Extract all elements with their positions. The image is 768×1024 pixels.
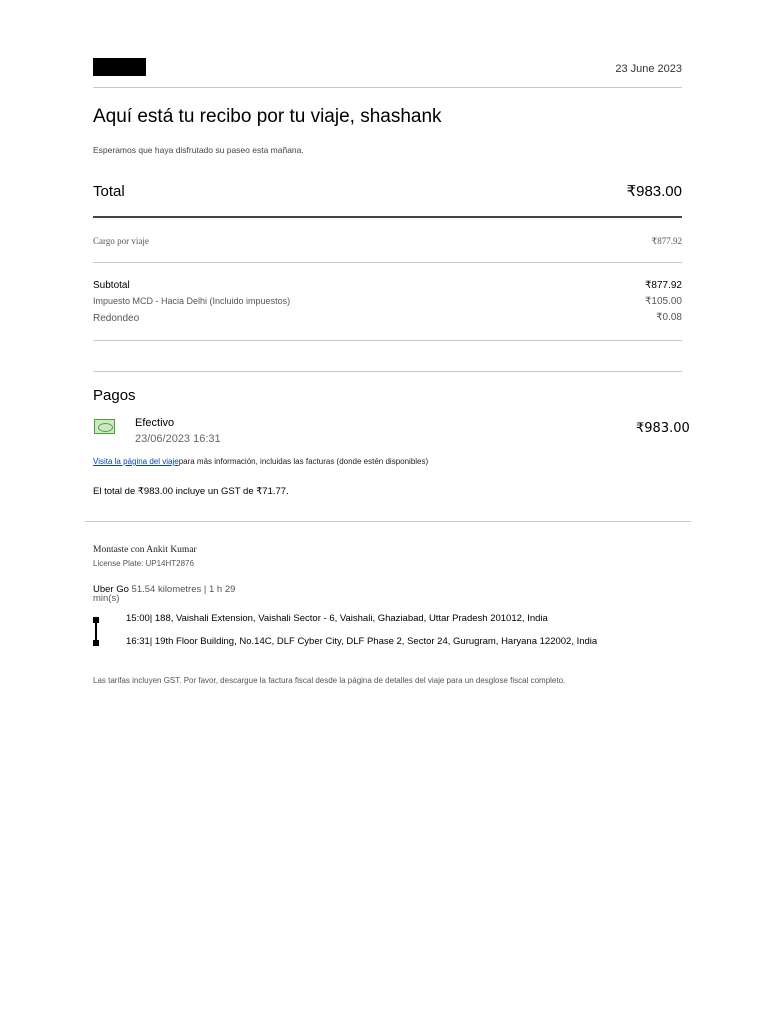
divider: [93, 87, 682, 88]
total-label: Total: [93, 183, 125, 200]
ride-summary: [93, 585, 253, 603]
ride-details: 51.54 kilometres | 1 h 29 min(s): [93, 584, 236, 604]
brand-logo: [93, 58, 146, 76]
divider: [93, 262, 682, 263]
fare-label: Cargo por viaje: [93, 236, 149, 246]
ride-product: Uber Go: [93, 584, 129, 595]
dropoff-address: 16:31| 19th Floor Building, No.14C, DLF Cyber City, DLF Phase 2, Sector 24, Gurugram, Haryana 122002, India: [126, 636, 598, 647]
route-line: [95, 621, 97, 642]
receipt-date: 23 June 2023: [615, 63, 682, 75]
payment-amount: ₹983.00: [636, 421, 690, 436]
fare-value: ₹877.92: [651, 236, 682, 246]
divider: [93, 371, 682, 372]
visit-trip-link[interactable]: Visita la página del viaje: [93, 457, 179, 466]
gst-note: El total de ₹983.00 incluye un GST de ₹71.77.: [93, 486, 289, 497]
subtitle: Esperamos que haya disfrutado su paseo esta mañana.: [93, 145, 304, 155]
divider: [93, 340, 682, 341]
subtotal-label: Subtotal: [93, 280, 130, 291]
driver-name: Montaste con Ankit Kumar: [93, 545, 197, 555]
payments-heading: Pagos: [93, 387, 136, 404]
license-plate: License Plate: UP14HT2876: [93, 559, 194, 568]
visit-trip-note: [93, 457, 428, 466]
payment-method: Efectivo: [135, 417, 175, 429]
dropoff-marker-icon: [93, 640, 99, 646]
pickup-address: 15:00| 188, Vaishali Extension, Vaishali Sector - 6, Vaishali, Ghaziabad, Uttar Pradesh 201012, India: [126, 613, 548, 624]
divider: [93, 216, 682, 218]
payment-datetime: 23/06/2023 16:31: [135, 433, 221, 445]
total-value: ₹983.00: [626, 183, 682, 200]
visit-trip-rest: para más información, incluidas las facturas (donde estén disponibles): [178, 457, 429, 466]
cash-icon: [94, 419, 115, 434]
divider: [85, 521, 691, 522]
tax-value: ₹105.00: [645, 296, 682, 307]
footer-note: Las tarifas incluyen GST. Por favor, descargue la factura fiscal desde la página de detalles del viaje para un desglose fiscal completo.: [93, 676, 566, 685]
rounding-value: ₹0.08: [656, 312, 682, 323]
tax-label: Impuesto MCD - Hacia Delhi (Incluido impuestos): [93, 296, 291, 306]
rounding-label: Redondeo: [93, 313, 140, 324]
page-title: Aquí está tu recibo por tu viaje, shashank: [93, 106, 442, 127]
subtotal-value: ₹877.92: [645, 280, 682, 291]
